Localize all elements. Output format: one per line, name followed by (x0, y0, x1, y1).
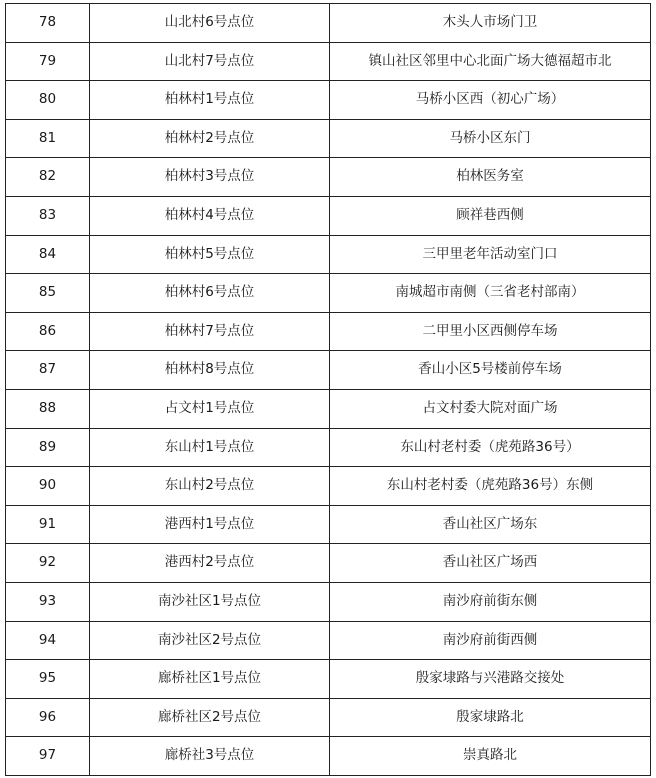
point-name-cell: 南沙社区1号点位 (90, 582, 330, 621)
table-row (6, 428, 651, 467)
location-cell: 南沙府前街东侧 (330, 582, 651, 621)
point-name-cell: 廊桥社区2号点位 (90, 698, 330, 737)
location-cell: 马桥小区东门 (330, 119, 651, 158)
table-row (6, 467, 651, 506)
location-cell: 三甲里老年活动室门口 (330, 235, 651, 274)
location-cell: 木头人市场门卫 (330, 4, 651, 43)
point-name-cell: 港西村2号点位 (90, 544, 330, 583)
point-name-cell: 廊桥社3号点位 (90, 737, 330, 776)
point-name-cell: 柏林村2号点位 (90, 119, 330, 158)
site-table-body (6, 4, 651, 776)
table-row (6, 660, 651, 699)
row-number-cell: 90 (6, 467, 90, 506)
location-cell: 崇真路北 (330, 737, 651, 776)
point-name-cell: 柏林村4号点位 (90, 196, 330, 235)
table-row (6, 621, 651, 660)
location-cell: 香山小区5号楼前停车场 (330, 351, 651, 390)
table-row (6, 158, 651, 197)
row-number-cell: 79 (6, 42, 90, 81)
row-number-cell: 97 (6, 737, 90, 776)
table-row (6, 235, 651, 274)
row-number-cell: 89 (6, 428, 90, 467)
point-name-cell: 东山村1号点位 (90, 428, 330, 467)
point-name-cell: 柏林村3号点位 (90, 158, 330, 197)
table-row (6, 274, 651, 313)
location-cell: 东山村老村委（虎苑路36号） (330, 428, 651, 467)
table-row (6, 389, 651, 428)
location-cell: 顾祥巷西侧 (330, 196, 651, 235)
location-cell: 二甲里小区西侧停车场 (330, 312, 651, 351)
row-number-cell: 91 (6, 505, 90, 544)
table-row (6, 119, 651, 158)
point-name-cell: 柏林村7号点位 (90, 312, 330, 351)
location-cell: 南沙府前街西侧 (330, 621, 651, 660)
row-number-cell: 84 (6, 235, 90, 274)
location-cell: 占文村委大院对面广场 (330, 389, 651, 428)
point-name-cell: 南沙社区2号点位 (90, 621, 330, 660)
location-cell: 马桥小区西（初心广场） (330, 81, 651, 120)
point-name-cell: 山北村6号点位 (90, 4, 330, 43)
row-number-cell: 93 (6, 582, 90, 621)
location-cell: 南城超市南侧（三省老村部南） (330, 274, 651, 313)
point-name-cell: 廊桥社区1号点位 (90, 660, 330, 699)
table-row (6, 698, 651, 737)
location-cell: 香山社区广场西 (330, 544, 651, 583)
point-name-cell: 东山村2号点位 (90, 467, 330, 506)
row-number-cell: 92 (6, 544, 90, 583)
row-number-cell: 81 (6, 119, 90, 158)
row-number-cell: 82 (6, 158, 90, 197)
point-name-cell: 柏林村5号点位 (90, 235, 330, 274)
table-row (6, 582, 651, 621)
table-row (6, 544, 651, 583)
point-name-cell: 柏林村1号点位 (90, 81, 330, 120)
point-name-cell: 柏林村8号点位 (90, 351, 330, 390)
point-name-cell: 港西村1号点位 (90, 505, 330, 544)
row-number-cell: 78 (6, 4, 90, 43)
location-cell: 香山社区广场东 (330, 505, 651, 544)
row-number-cell: 88 (6, 389, 90, 428)
table-row (6, 737, 651, 776)
location-cell: 殷家埭路北 (330, 698, 651, 737)
table-row (6, 81, 651, 120)
row-number-cell: 86 (6, 312, 90, 351)
table-row (6, 42, 651, 81)
row-number-cell: 95 (6, 660, 90, 699)
table-row (6, 505, 651, 544)
site-table (5, 3, 651, 776)
table-row (6, 4, 651, 43)
table-row (6, 196, 651, 235)
table-row (6, 351, 651, 390)
location-cell: 殷家埭路与兴港路交接处 (330, 660, 651, 699)
row-number-cell: 85 (6, 274, 90, 313)
table-row (6, 312, 651, 351)
location-cell: 柏林医务室 (330, 158, 651, 197)
location-cell: 镇山社区邻里中心北面广场大德福超市北 (330, 42, 651, 81)
row-number-cell: 87 (6, 351, 90, 390)
row-number-cell: 80 (6, 81, 90, 120)
point-name-cell: 占文村1号点位 (90, 389, 330, 428)
location-cell: 东山村老村委（虎苑路36号）东侧 (330, 467, 651, 506)
point-name-cell: 柏林村6号点位 (90, 274, 330, 313)
point-name-cell: 山北村7号点位 (90, 42, 330, 81)
row-number-cell: 96 (6, 698, 90, 737)
row-number-cell: 94 (6, 621, 90, 660)
row-number-cell: 83 (6, 196, 90, 235)
